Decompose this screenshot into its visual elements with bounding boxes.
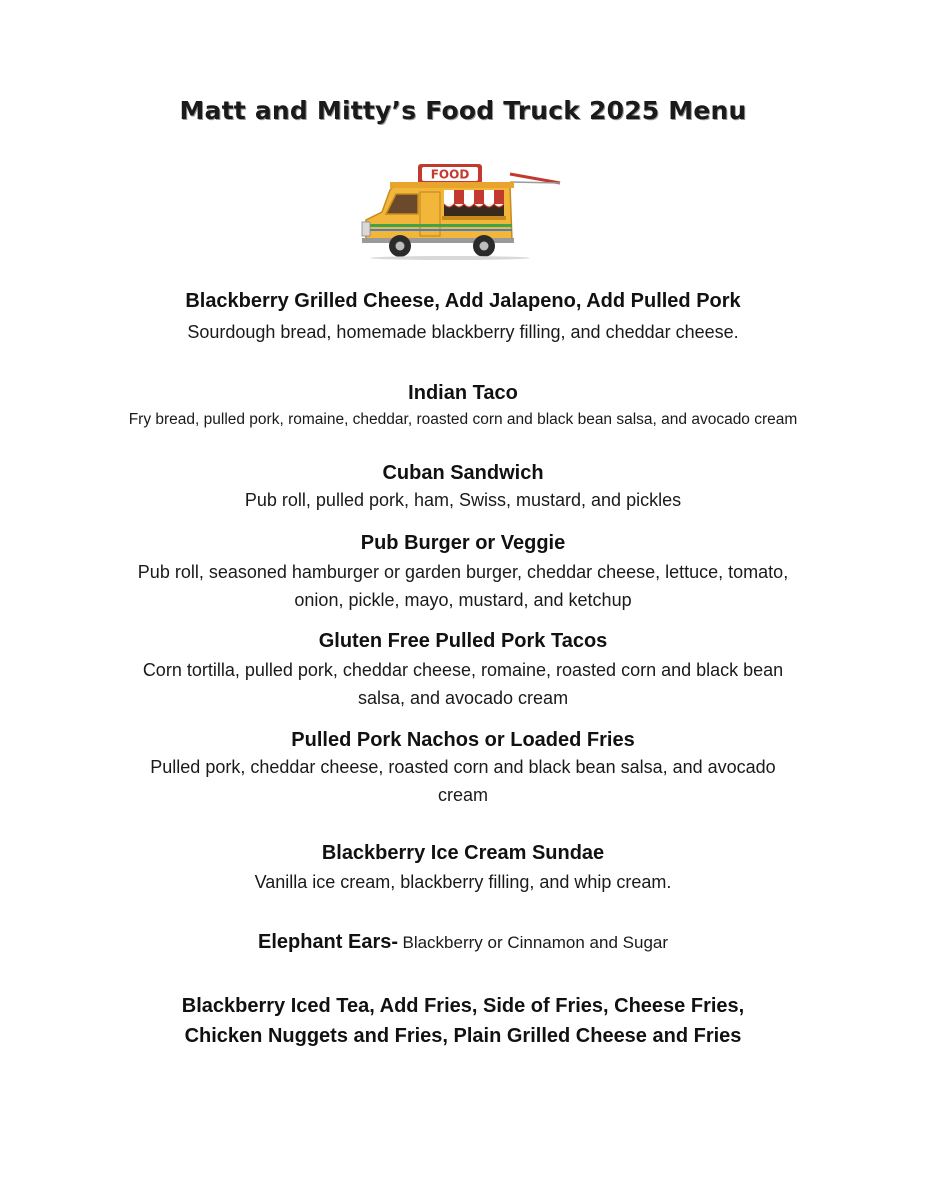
item-title: Elephant Ears-: [257, 931, 399, 953]
truck-sign-text: FOOD: [430, 167, 470, 182]
item-title: Pub Burger or Veggie: [360, 532, 566, 554]
item-description: Vanilla ice cream, blackberry filling, and whip cream.: [254, 872, 672, 892]
menu-item-ice-cream-sundae: [40, 840, 886, 896]
extras-line-1: Blackberry Iced Tea, Add Fries, Side of Fries, Cheese Fries,: [181, 995, 745, 1017]
item-description: Sourdough bread, homemade blackberry filling, and cheddar cheese.: [187, 322, 739, 342]
menu-item-cuban-sandwich: [40, 460, 886, 514]
item-description-line-1: Pulled pork, cheddar cheese, roasted corn and black bean salsa, and avocado: [150, 757, 776, 777]
item-description: Fry bread, pulled pork, romaine, cheddar, roasted corn and black bean salsa, and avocado cream: [128, 411, 798, 428]
extras-list: [40, 991, 886, 1051]
item-title: Pulled Pork Nachos or Loaded Fries: [291, 729, 635, 751]
item-description-line-2: cream: [437, 785, 488, 805]
item-title: Indian Taco: [408, 382, 518, 404]
item-title: Gluten Free Pulled Pork Tacos: [318, 630, 608, 652]
menu-item-indian-taco: [40, 380, 886, 433]
extras-line-2: Chicken Nuggets and Fries, Plain Grilled Cheese and Fries: [184, 1025, 742, 1047]
item-description: Blackberry or Cinnamon and Sugar: [402, 933, 669, 952]
item-description-line-1: Pub roll, seasoned hamburger or garden burger, cheddar cheese, lettuce, tomato,: [137, 562, 789, 582]
item-description-line-1: Corn tortilla, pulled pork, cheddar cheese, romaine, roasted corn and black bean: [142, 660, 784, 680]
food-truck-image: [360, 160, 565, 260]
menu-item-gluten-free-tacos: [40, 628, 886, 712]
item-title: Blackberry Ice Cream Sundae: [321, 842, 605, 864]
menu-title: Matt and Mitty’s Food Truck 2025 Menu: [179, 96, 747, 125]
menu-item-pub-burger: [40, 530, 886, 614]
item-title: Cuban Sandwich: [382, 462, 544, 484]
item-description-line-2: salsa, and avocado cream: [357, 688, 569, 708]
menu-item-pulled-pork-nachos: [40, 727, 886, 809]
item-title: Blackberry Grilled Cheese, Add Jalapeno, Add Pulled Pork: [185, 290, 741, 312]
item-description: Pub roll, pulled pork, ham, Swiss, mustard, and pickles: [244, 490, 682, 510]
menu-item-blackberry-grilled-cheese: [40, 288, 886, 346]
menu-item-elephant-ears: [0, 929, 926, 957]
item-description-line-2: onion, pickle, mayo, mustard, and ketchup: [294, 590, 632, 610]
